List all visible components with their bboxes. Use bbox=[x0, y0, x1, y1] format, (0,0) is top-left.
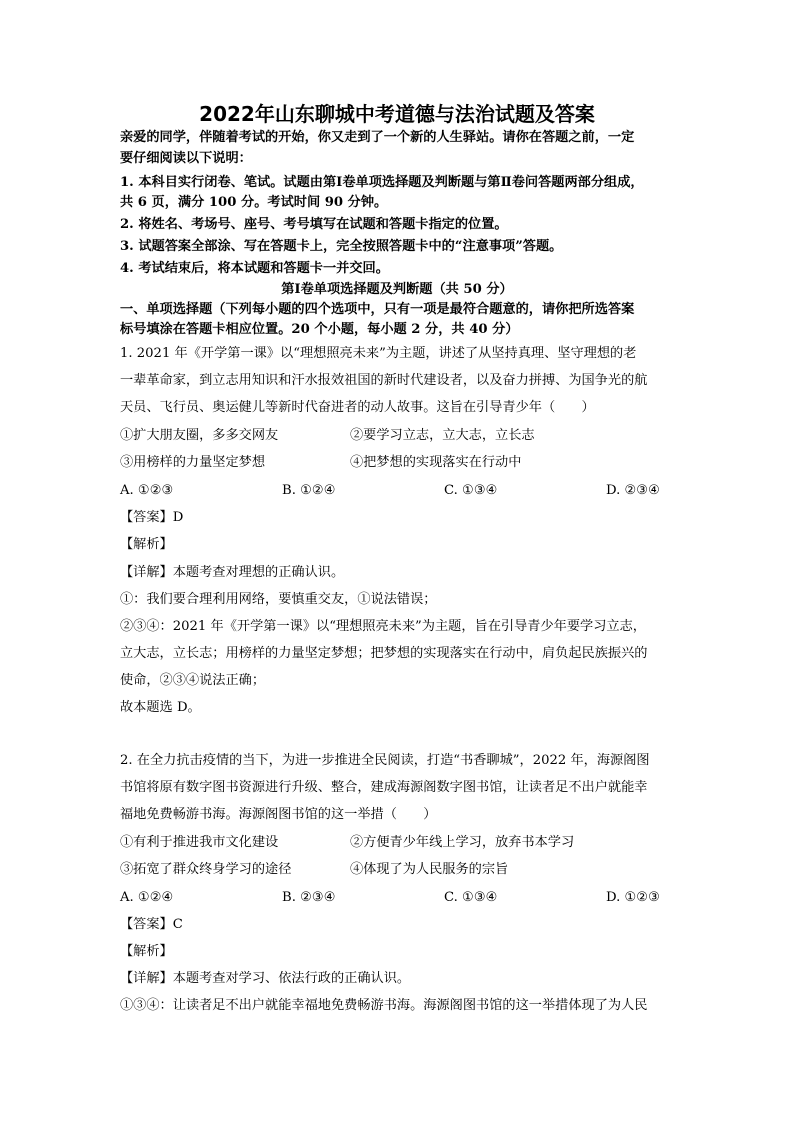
q1-item: ①扩大朋友圈，多多交网友 bbox=[120, 428, 279, 443]
q1-item: ②要学习立志，立大志，立长志 bbox=[350, 428, 535, 443]
q1-stem-line: 天员、飞行员、奥运健儿等新时代奋进者的动人故事。这旨在引导青少年（ ） bbox=[120, 400, 595, 415]
q1-detail-line: ①：我们要合理利用网络，要慎重交友，①说法错误； bbox=[120, 592, 437, 607]
q2-item: ④体现了为人民服务的宗旨 bbox=[350, 862, 509, 877]
q2-item: ①有利于推进我市文化建设 bbox=[120, 835, 279, 850]
part-heading: 标号填涂在答题卡相应位置。20 个小题，每小题 2 分，共 40 分） bbox=[120, 322, 519, 337]
q2-item: ③拓宽了群众终身学习的途径 bbox=[120, 862, 292, 877]
instruction-line: 1. 本科目实行闭卷、笔试。试题由第Ⅰ卷单项选择题及判断题与第Ⅱ卷问答题两部分组成， bbox=[120, 175, 644, 190]
q1-stem-line: 一辈革命家，到立志用知识和汗水报效祖国的新时代建设者，以及奋力拼搏、为国争光的航 bbox=[120, 373, 648, 388]
q1-detail-line: 立大志，立长志；用榜样的力量坚定梦想；把梦想的实现落实在行动中，肩负起民族振兴的 bbox=[120, 646, 648, 661]
q1-option-c: C. ①③④ bbox=[444, 483, 498, 498]
q2-stem-line: 书馆将原有数字图书资源进行升级、整合，建成海源阁数字图书馆，让读者足不出户就能幸 bbox=[120, 780, 648, 795]
intro-line: 亲爱的同学，伴随着考试的开始，你又走到了一个新的人生驿站。请你在答题之前，一定 bbox=[120, 130, 635, 145]
q1-option-a: A. ①②③ bbox=[120, 483, 174, 498]
q1-detail-line: ②③④：2021 年《开学第一课》以“理想照亮未来”为主题，旨在引导青少年要学习立志， bbox=[120, 619, 646, 634]
q2-stem-line: 2. 在全力抗击疫情的当下，为进一步推进全民阅读，打造“书香聊城”，2022 年，海源阁图 bbox=[120, 753, 650, 768]
q1-stem-line: 1. 2021 年《开学第一课》以“理想照亮未来”为主题，讲述了从坚持真理、坚守理想的老 bbox=[120, 346, 637, 361]
q1-detail-line: 【详解】本题考查对理想的正确认识。 bbox=[120, 565, 345, 580]
part-heading: 一、单项选择题（下列每小题的四个选项中，只有一项是最符合题意的，请你把所选答案 bbox=[120, 302, 635, 317]
q2-analysis-label: 【解析】 bbox=[120, 944, 173, 959]
document-title: 2022年山东聊城中考道德与法治试题及答案 bbox=[199, 102, 595, 126]
q2-item: ②方便青少年线上学习，放弃书本学习 bbox=[350, 835, 575, 850]
q1-item: ③用榜样的力量坚定梦想 bbox=[120, 455, 266, 470]
section-heading: 第Ⅰ卷单项选择题及判断题（共 50 分） bbox=[281, 282, 513, 297]
q2-detail-line: 【详解】本题考查对学习、依法行政的正确认识。 bbox=[120, 971, 411, 986]
q2-option-b: B. ②③④ bbox=[282, 890, 336, 905]
q2-answer: 【答案】C bbox=[120, 917, 183, 932]
q2-detail-line: ①③④：让读者足不出户就能幸福地免费畅游书海。海源阁图书馆的这一举措体现了为人民 bbox=[120, 998, 648, 1013]
instruction-line: 3. 试题答案全部涂、写在答题卡上，完全按照答题卡中的“注意事项”答题。 bbox=[120, 239, 563, 254]
instruction-line: 共 6 页，满分 100 分。考试时间 90 分钟。 bbox=[120, 195, 388, 210]
q1-option-d: D. ②③④ bbox=[606, 483, 660, 498]
q1-detail-line: 使命，②③④说法正确； bbox=[120, 673, 266, 688]
q1-detail-line: 故本题选 D。 bbox=[120, 700, 201, 715]
q2-option-d: D. ①②③ bbox=[606, 890, 660, 905]
instruction-line: 2. 将姓名、考场号、座号、考号填写在试题和答题卡指定的位置。 bbox=[120, 217, 508, 232]
q1-analysis-label: 【解析】 bbox=[120, 537, 173, 552]
q2-option-c: C. ①③④ bbox=[444, 890, 498, 905]
q1-answer: 【答案】D bbox=[120, 510, 184, 525]
intro-line: 要仔细阅读以下说明： bbox=[120, 151, 252, 166]
q2-stem-line: 福地免费畅游书海。海源阁图书馆的这一举措（ ） bbox=[120, 807, 437, 822]
q1-option-b: B. ①②④ bbox=[282, 483, 336, 498]
q2-option-a: A. ①②④ bbox=[120, 890, 174, 905]
instruction-line: 4. 考试结束后，将本试题和答题卡一并交回。 bbox=[120, 261, 389, 276]
q1-item: ④把梦想的实现落实在行动中 bbox=[350, 455, 522, 470]
